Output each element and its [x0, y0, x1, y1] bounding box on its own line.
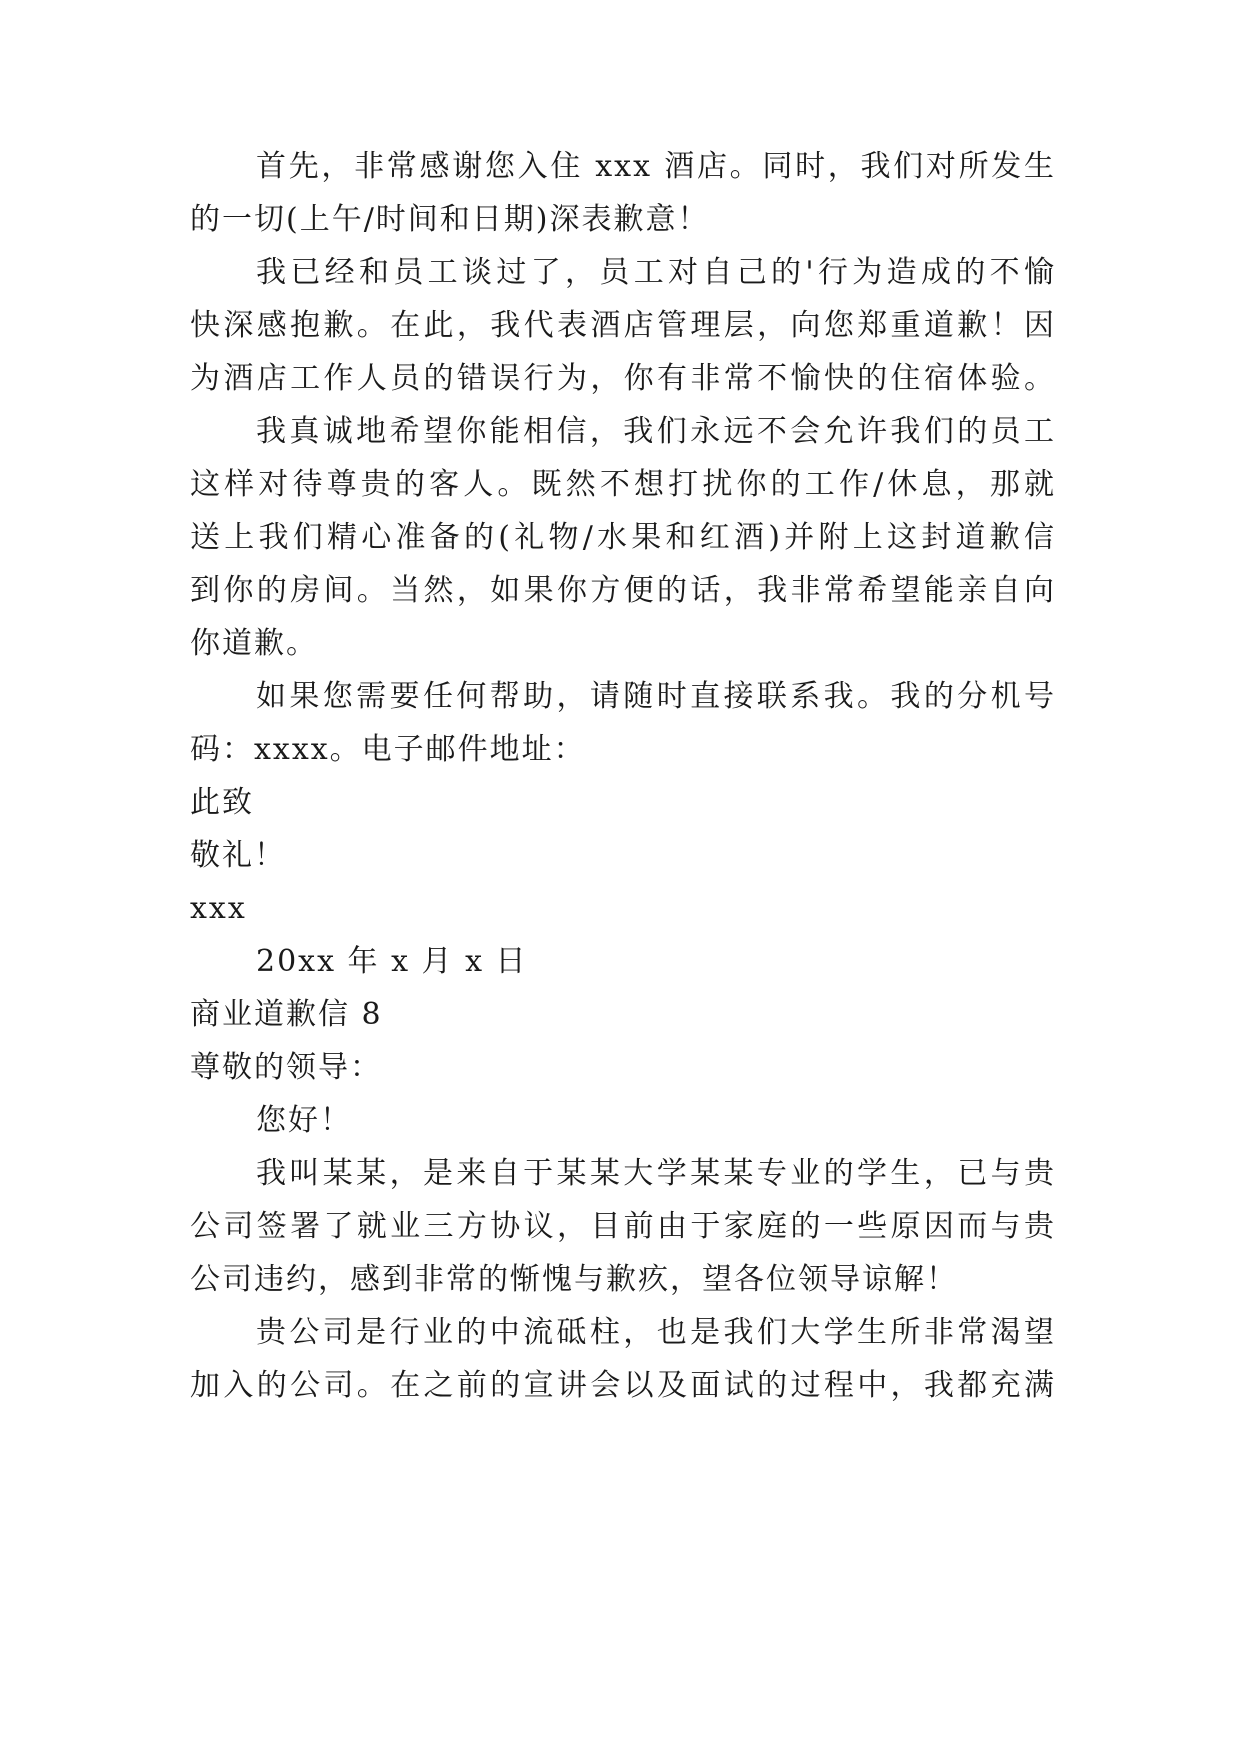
text-line: 快深感抱歉。在此，我代表酒店管理层，向您郑重道歉！因: [190, 308, 1056, 343]
greeting-line: 您好！: [256, 1103, 352, 1138]
section-title: 商业道歉信 8: [190, 997, 383, 1032]
text-line: 我叫某某，是来自于某某大学某某专业的学生，已与贵: [256, 1156, 1056, 1191]
text-line: 公司违约，感到非常的惭愧与歉疚，望各位领导谅解！: [190, 1262, 958, 1297]
text-line: 我已经和员工谈过了，员工对自己的'行为造成的不愉: [256, 255, 1056, 290]
text-line: 送上我们精心准备的(礼物/水果和红酒)并附上这封道歉信: [190, 520, 1056, 555]
text-line: 公司签署了就业三方协议，目前由于家庭的一些原因而与贵: [190, 1209, 1056, 1244]
greeting: 尊敬的领导：: [190, 1050, 382, 1085]
text-line: 为酒店工作人员的错误行为，你有非常不愉快的住宿体验。: [190, 361, 1056, 396]
text-line: 我真诚地希望你能相信，我们永远不会允许我们的员工: [256, 414, 1056, 449]
closing-salutation: 敬礼！: [190, 838, 286, 873]
text-line: 贵公司是行业的中流砥柱，也是我们大学生所非常渴望: [256, 1315, 1056, 1350]
text-line: 你道歉。: [190, 626, 318, 661]
text-line: 这样对待尊贵的客人。既然不想打扰你的工作/休息，那就: [190, 467, 1056, 502]
text-line: 如果您需要任何帮助，请随时直接联系我。我的分机号: [256, 679, 1056, 714]
signature-date: 20xx 年 x 月 x 日: [256, 944, 528, 979]
text-line: 的一切(上午/时间和日期)深表歉意！: [190, 202, 710, 237]
text-line: 到你的房间。当然，如果你方便的话，我非常希望能亲自向: [190, 573, 1056, 608]
text-line: 首先，非常感谢您入住 xxx 酒店。同时，我们对所发生: [256, 149, 1056, 184]
text-line: 码：xxxx。电子邮件地址：: [190, 732, 586, 767]
closing-line: 此致: [190, 785, 254, 820]
signature-name: xxx: [190, 891, 247, 926]
text-line: 加入的公司。在之前的宣讲会以及面试的过程中，我都充满: [190, 1368, 1056, 1403]
